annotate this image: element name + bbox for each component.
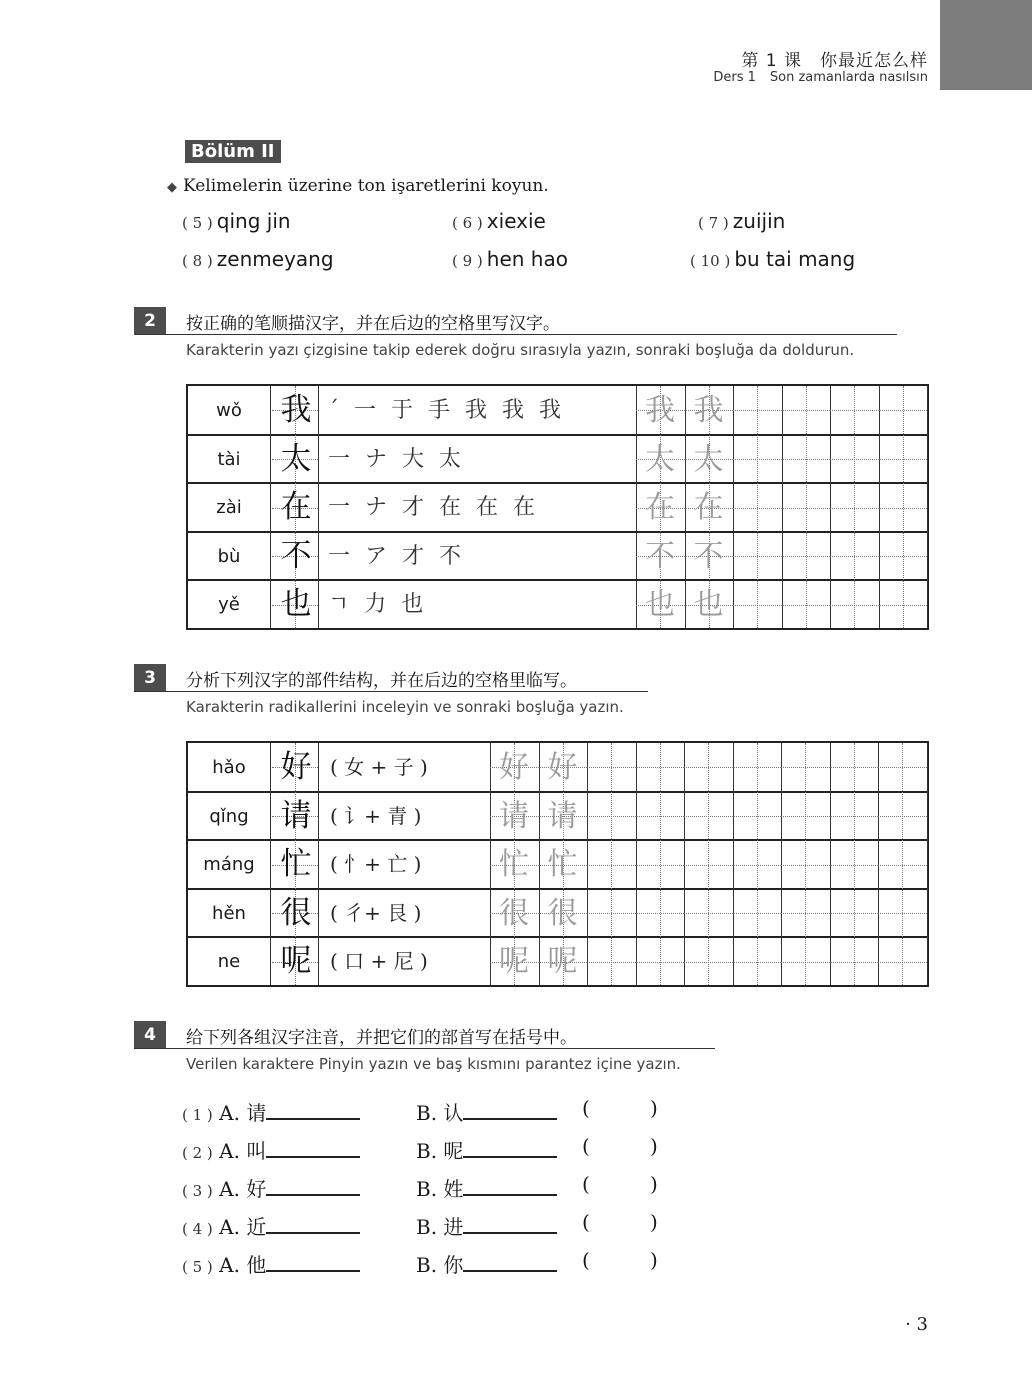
component-breakdown: ( 忄+ 亡 ) <box>330 852 422 877</box>
model-character: 呢 <box>280 943 312 980</box>
radical-paren-open: ( <box>582 1172 590 1196</box>
guide-line <box>781 816 830 817</box>
guide-line <box>879 508 928 509</box>
radical-paren-close: ) <box>650 1172 658 1196</box>
exercise-row-b <box>416 1172 557 1202</box>
option-a: A. 叫 <box>219 1139 267 1163</box>
component-breakdown: ( 彳+ 艮 ) <box>330 900 422 925</box>
section-title-cn: 给下列各组汉字注音，并把它们的部首写在括号中。 <box>186 1028 577 1048</box>
guide-line <box>587 767 636 768</box>
trace-character: 也 <box>645 587 675 623</box>
section-title-tr: Karakterin yazı çizgisine takip ederek doğru sırasıyla yazın, sonraki boşluğa da doldurun. <box>186 341 855 359</box>
guide-line <box>733 913 782 914</box>
component-grid <box>186 741 929 987</box>
guide-line <box>830 556 879 557</box>
guide-line <box>781 913 830 914</box>
guide-line <box>782 410 831 411</box>
section-number: 2 <box>134 307 166 335</box>
column-divider <box>270 386 271 628</box>
model-character: 太 <box>280 440 312 477</box>
trace-character: 好 <box>547 750 578 785</box>
guide-line <box>636 962 685 963</box>
section-number: 3 <box>134 664 166 692</box>
guide-line <box>878 962 927 963</box>
stroke-sequence: 一 ナ 大 太 <box>328 446 465 472</box>
guide-line <box>636 816 685 817</box>
guide-line <box>684 816 733 817</box>
exercise-number: ( 1 ) <box>182 1106 213 1124</box>
trace-character: 很 <box>547 895 578 931</box>
exercise-number: ( 3 ) <box>182 1182 213 1200</box>
guide-line <box>879 556 928 557</box>
option-a: A. 他 <box>219 1253 267 1277</box>
guide-line <box>830 410 879 411</box>
guide-line <box>636 913 685 914</box>
option-b: B. 姓 <box>416 1177 464 1201</box>
column-divider <box>927 386 928 628</box>
exercise-row <box>182 1210 360 1240</box>
ton-item: ( 5 ) qing jin <box>182 209 291 233</box>
component-breakdown: ( 讠+ 青 ) <box>330 803 422 828</box>
trace-character: 太 <box>693 441 724 477</box>
trace-character: 在 <box>645 490 675 526</box>
guide-line <box>733 410 782 411</box>
exercise-row-b <box>416 1248 557 1278</box>
component-breakdown: ( 口 + 尼 ) <box>330 949 428 974</box>
guide-line <box>830 865 879 866</box>
option-b: B. 呢 <box>416 1139 464 1163</box>
pinyin-cell: ne <box>217 951 241 973</box>
exercise-row <box>182 1134 360 1164</box>
pinyin-cell: yě <box>218 594 240 616</box>
radical-paren-open: ( <box>582 1248 590 1272</box>
trace-character: 请 <box>499 798 529 834</box>
stroke-sequence: ´ 一 于 手 我 我 我 <box>328 398 565 423</box>
guide-line <box>733 508 782 509</box>
guide-line <box>781 767 830 768</box>
trace-character: 太 <box>645 441 675 477</box>
guide-line <box>684 913 733 914</box>
ton-item: ( 8 ) zenmeyang <box>182 247 334 271</box>
radical-paren-open: ( <box>582 1096 590 1120</box>
guide-line <box>879 410 928 411</box>
answer-blank[interactable] <box>266 1172 360 1196</box>
answer-blank[interactable] <box>463 1096 557 1120</box>
guide-line <box>830 508 879 509</box>
answer-blank[interactable] <box>463 1248 557 1272</box>
page-number: · 3 <box>905 1314 928 1335</box>
guide-line <box>636 767 685 768</box>
exercise-row <box>182 1248 360 1278</box>
option-b: B. 你 <box>416 1253 464 1277</box>
guide-line <box>636 865 685 866</box>
lesson-title-cn: 第 1 课 你最近怎么样 <box>741 51 928 71</box>
guide-line <box>587 865 636 866</box>
trace-character: 请 <box>547 798 578 834</box>
ton-item: ( 6 ) xiexie <box>452 209 546 233</box>
ton-item: ( 10 ) bu tai mang <box>690 247 856 271</box>
guide-line <box>830 913 879 914</box>
guide-line <box>830 816 879 817</box>
exercise-row-b <box>416 1096 557 1126</box>
trace-character: 呢 <box>547 944 578 980</box>
exercise-row-b <box>416 1210 557 1240</box>
section-rule <box>134 1048 715 1049</box>
part-badge: Bölüm II <box>185 140 281 163</box>
radical-paren-close: ) <box>650 1248 658 1272</box>
guide-line <box>733 605 782 606</box>
pinyin-cell: zài <box>216 497 242 519</box>
trace-character: 呢 <box>499 944 529 980</box>
guide-line <box>782 508 831 509</box>
answer-blank[interactable] <box>266 1248 360 1272</box>
guide-line <box>878 913 927 914</box>
model-character: 也 <box>280 586 312 623</box>
section-title-cn: 分析下列汉字的部件结构，并在后边的空格里临写。 <box>186 671 577 691</box>
model-character: 我 <box>280 392 312 428</box>
pinyin-cell: máng <box>203 854 255 876</box>
guide-line <box>684 962 733 963</box>
section-rule <box>134 334 897 335</box>
stroke-sequence: 一 ナ 才 在 在 在 <box>328 495 539 521</box>
guide-line <box>781 865 830 866</box>
trace-character: 忙 <box>547 847 578 883</box>
model-character: 请 <box>280 797 312 834</box>
model-character: 忙 <box>280 846 312 883</box>
exercise-number: ( 5 ) <box>182 1258 213 1276</box>
option-a: A. 好 <box>219 1177 267 1201</box>
guide-line <box>830 767 879 768</box>
answer-blank[interactable] <box>266 1134 360 1158</box>
radical-paren-open: ( <box>582 1210 590 1234</box>
guide-line <box>830 605 879 606</box>
section-number: 4 <box>134 1021 166 1049</box>
guide-line <box>879 605 928 606</box>
pinyin-cell: qǐng <box>209 805 249 827</box>
pinyin-cell: bù <box>217 545 241 567</box>
option-b: B. 进 <box>416 1215 464 1239</box>
pinyin-cell: hǎo <box>212 757 246 778</box>
exercise-row-b <box>416 1134 557 1164</box>
model-character: 好 <box>280 749 312 785</box>
column-divider <box>270 743 271 985</box>
guide-line <box>878 767 927 768</box>
trace-character: 在 <box>693 490 724 526</box>
trace-character: 忙 <box>499 847 529 883</box>
part-instruction: ◆ Kelimelerin üzerine ton işaretlerini koyun. <box>167 176 549 196</box>
section-title-cn: 按正确的笔顺描汉字，并在后边的空格里写汉字。 <box>186 314 560 334</box>
guide-line <box>684 865 733 866</box>
exercise-row <box>182 1096 360 1126</box>
guide-line <box>781 962 830 963</box>
answer-blank[interactable] <box>266 1210 360 1234</box>
trace-character: 很 <box>499 895 529 931</box>
trace-character: 也 <box>693 587 724 623</box>
guide-line <box>733 962 782 963</box>
option-a: A. 近 <box>219 1215 267 1239</box>
component-breakdown: ( 女 + 子 ) <box>330 755 428 779</box>
answer-blank[interactable] <box>266 1096 360 1120</box>
trace-character: 我 <box>645 393 675 428</box>
guide-line <box>684 767 733 768</box>
column-divider <box>927 743 928 985</box>
exercise-number: ( 4 ) <box>182 1220 213 1238</box>
trace-character: 好 <box>499 750 529 785</box>
stroke-order-grid <box>186 384 929 630</box>
trace-character: 不 <box>693 538 724 574</box>
trace-character: 我 <box>693 393 724 428</box>
answer-blank[interactable] <box>463 1172 557 1196</box>
model-character: 很 <box>280 894 312 931</box>
guide-line <box>733 459 782 460</box>
trace-character: 不 <box>645 538 675 574</box>
guide-line <box>587 962 636 963</box>
guide-line <box>782 459 831 460</box>
exercise-row <box>182 1172 360 1202</box>
option-a: A. 请 <box>219 1101 267 1125</box>
guide-line <box>733 556 782 557</box>
model-character: 在 <box>280 489 312 526</box>
guide-line <box>782 556 831 557</box>
radical-paren-open: ( <box>582 1134 590 1158</box>
model-character: 不 <box>280 537 312 574</box>
exercise-number: ( 2 ) <box>182 1144 213 1162</box>
pinyin-cell: wǒ <box>216 400 242 421</box>
guide-line <box>733 767 782 768</box>
stroke-sequence: 一 ア 才 不 <box>328 543 465 569</box>
guide-line <box>733 865 782 866</box>
answer-blank[interactable] <box>463 1134 557 1158</box>
guide-line <box>733 816 782 817</box>
guide-line <box>587 816 636 817</box>
guide-line <box>878 816 927 817</box>
guide-line <box>830 459 879 460</box>
lesson-title-tr: Ders 1 Son zamanlarda nasılsın <box>713 70 928 85</box>
radical-paren-close: ) <box>650 1210 658 1234</box>
ton-item: ( 9 ) hen hao <box>452 247 568 271</box>
answer-blank[interactable] <box>463 1210 557 1234</box>
ton-item: ( 7 ) zuijin <box>698 209 786 233</box>
pinyin-cell: tài <box>217 448 241 470</box>
stroke-sequence: ㄱ 力 也 <box>328 592 428 618</box>
guide-line <box>879 459 928 460</box>
section-title-tr: Verilen karaktere Pinyin yazın ve baş kısmını parantez içine yazın. <box>186 1055 681 1073</box>
section-rule <box>134 691 648 692</box>
radical-paren-close: ) <box>650 1096 658 1120</box>
pinyin-cell: hěn <box>212 902 246 924</box>
radical-paren-close: ) <box>650 1134 658 1158</box>
guide-line <box>782 605 831 606</box>
guide-line <box>830 962 879 963</box>
option-b: B. 认 <box>416 1101 464 1125</box>
corner-tab <box>940 0 1032 90</box>
guide-line <box>587 913 636 914</box>
guide-line <box>878 865 927 866</box>
section-title-tr: Karakterin radikallerini inceleyin ve sonraki boşluğa yazın. <box>186 698 624 716</box>
